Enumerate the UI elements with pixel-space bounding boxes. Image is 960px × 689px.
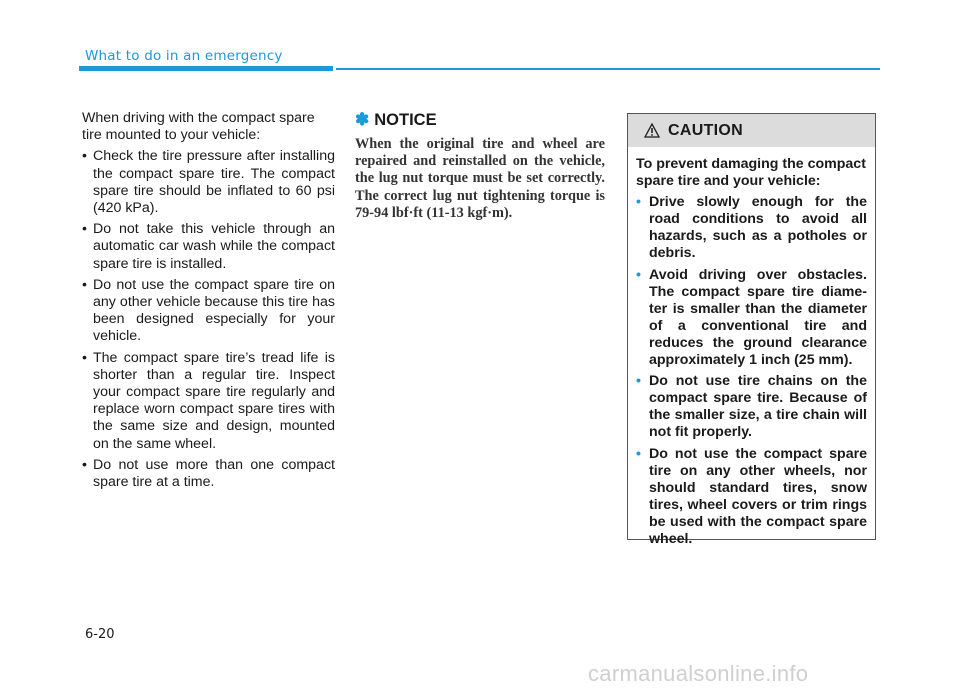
bullet-icon: • [636,194,641,211]
list-item-text: The compact spare tire’s tread life is shorter than a regular tire. Inspect your compact spare tire regularly and replace worn compact spare tires with the same size and design, mounted on the same wheel. [93,349,335,452]
header-rule [336,68,880,70]
left-column [82,110,335,495]
list-item [636,194,867,262]
notice-section [355,110,605,222]
bullet-icon: • [636,373,641,390]
bullet-icon: • [636,445,641,462]
caution-label: CAUTION [668,121,743,139]
list-item [82,148,335,217]
list-item-text: Check the tire pressure after installing the compact spare tire. The compact spare tire should be inflated to 60 psi (420 kPa). [93,148,335,217]
list-item [82,457,335,491]
bullet-icon: • [82,276,87,293]
list-item [636,373,867,441]
list-item-text: Do not use tire chains on the compact spare tire. Because of the smaller size, a tire chain will not fit properly. [649,373,867,441]
list-item-text: Do not use the compact spare tire on any other wheels, nor should standard tires, snow tires, wheel covers or trim rings be used with the compact spare wheel. [649,445,867,547]
list-item-text: Do not take this vehicle through an automatic car wash while the compact spare tire is installed. [93,221,335,272]
caution-list [636,194,867,548]
list-item [636,267,867,370]
list-item-text: Do not use more than one compact spare tire at a time. [93,456,335,491]
list-item-text: Do not use the compact spare tire on any other vehicle because this tire has been designed especially for your vehicle. [93,276,335,345]
list-item [82,350,335,453]
list-item [636,446,867,549]
bullet-icon: • [82,148,87,165]
bullet-icon: • [636,266,641,283]
warning-triangle-icon [644,123,660,138]
bullet-icon: • [82,349,87,366]
bullet-icon: • [82,221,87,238]
list-item-text: Drive slowly enough for the road conditions to avoid all hazards, such as a potholes or debris. [649,194,867,262]
list-item [82,221,335,273]
notice-heading [355,110,605,130]
notice-title: NOTICE [374,110,437,129]
section-title-bar [79,66,333,71]
notice-star-icon: ✽ [355,110,370,129]
list-item-text: Avoid driving over obstacles. The compact spare tire diameter is smaller than the diameter of a conventional tire and reduces the ground clearance approximately 1 inch (25 mm). [649,266,867,369]
watermark: carmanualsonline.info [588,661,809,686]
tips-list [82,148,335,491]
intro-paragraph: When driving with the compact spare tire mounted to your vehicle: [82,110,315,144]
page-number: 6-20 [85,627,115,642]
list-item [82,277,335,346]
caution-box [627,113,876,547]
bullet-icon: • [82,456,87,473]
caution-body [628,147,875,548]
caution-intro: To prevent damaging the compact spare tire and your vehicle: [636,156,866,190]
section-title: What to do in an emergency [85,48,283,64]
notice-body: When the original tire and wheel are repaired and reinstalled on the vehicle, the lug nut torque must be set correctly. The correct lug nut tightening torque is 79-94 lbf·ft (11-13 kgf·m). [355,136,605,221]
caution-header [628,114,875,147]
